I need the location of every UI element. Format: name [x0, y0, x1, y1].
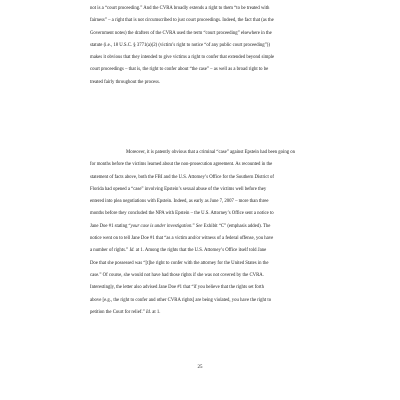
text-line: statute (i.e., 18 U.S.C. § 3771(a)(2) (victim’s right to notice “of any public court proceeding”))	[90, 42, 270, 48]
text-line: months before they concluded the NPA with Epstein – the U.S. Attorney’s Office sent a notice to	[90, 211, 274, 217]
text-line: a number of rights.” Id. at 1. Among the rights that the U.S. Attorney’s Office itself told Jane	[90, 248, 267, 254]
text-line: petition the Court for relief.” Id. at 1.	[90, 309, 161, 315]
text-line: entered into plea negotiations with Epstein. Indeed, as early as June 7, 2007 – more than three	[90, 199, 269, 205]
text-line: case.” Of course, she would not have had those rights if she was not covered by the CVRA.	[90, 272, 264, 278]
text-line: treated fairly throughout the process.	[90, 79, 161, 85]
text-line: above [e.g., the right to confer and other CVRA rights] are being violated, you have the right to	[90, 297, 272, 303]
text-line: court proceedings – that is, the right to confer about “the case” – as well as a broad right to be	[90, 67, 269, 73]
text-line: Moreover, it is patently obvious that a criminal “case” against Epstein had been going on	[126, 150, 296, 155]
text-line: makes it obvious that they intended to give victims a right to confer that extended beyond simple	[90, 55, 275, 61]
text-line: for months before the victims learned about the non-prosecution agreement. As recounted in the	[90, 162, 273, 168]
page-number: 25	[197, 365, 203, 370]
text-line: statement of facts above, both the FBI and the U.S. Attorney’s Office for the Southern District of	[90, 174, 274, 180]
text-line: Florida had opened a “case” involving Epstein’s sexual abuse of the victims well before they	[90, 186, 267, 192]
paragraph-cvra-fairness	[90, 3, 350, 89]
text-line: Government notes) the drafters of the CVRA used the term “court proceeding” elsewhere in the	[90, 30, 272, 36]
text-line: Doe that she possessed was “[t]he right to confer with the attorney for the United States in the	[90, 260, 269, 266]
text-line: notice went on to tell Jane Doe #1 that “as a victim and/or witness of a federal offense, you have	[90, 236, 274, 242]
paragraph-criminal-case	[90, 147, 350, 319]
text-line: Interestingly, the letter also advised Jane Doe #1 that “if you believe that the rights set forth	[90, 285, 264, 291]
text-line: fairness” – a right that is not circumscribed to just court proceedings. Indeed, the fact that (as the	[90, 18, 274, 24]
text-line: Jane Doe #1 stating “your case is under investigation.” See Exhibit “C” (emphasis added). The	[90, 223, 271, 229]
text-line: not is a “court proceeding.” And the CVRA broadly extends a right to them “to be treated with	[90, 6, 270, 11]
